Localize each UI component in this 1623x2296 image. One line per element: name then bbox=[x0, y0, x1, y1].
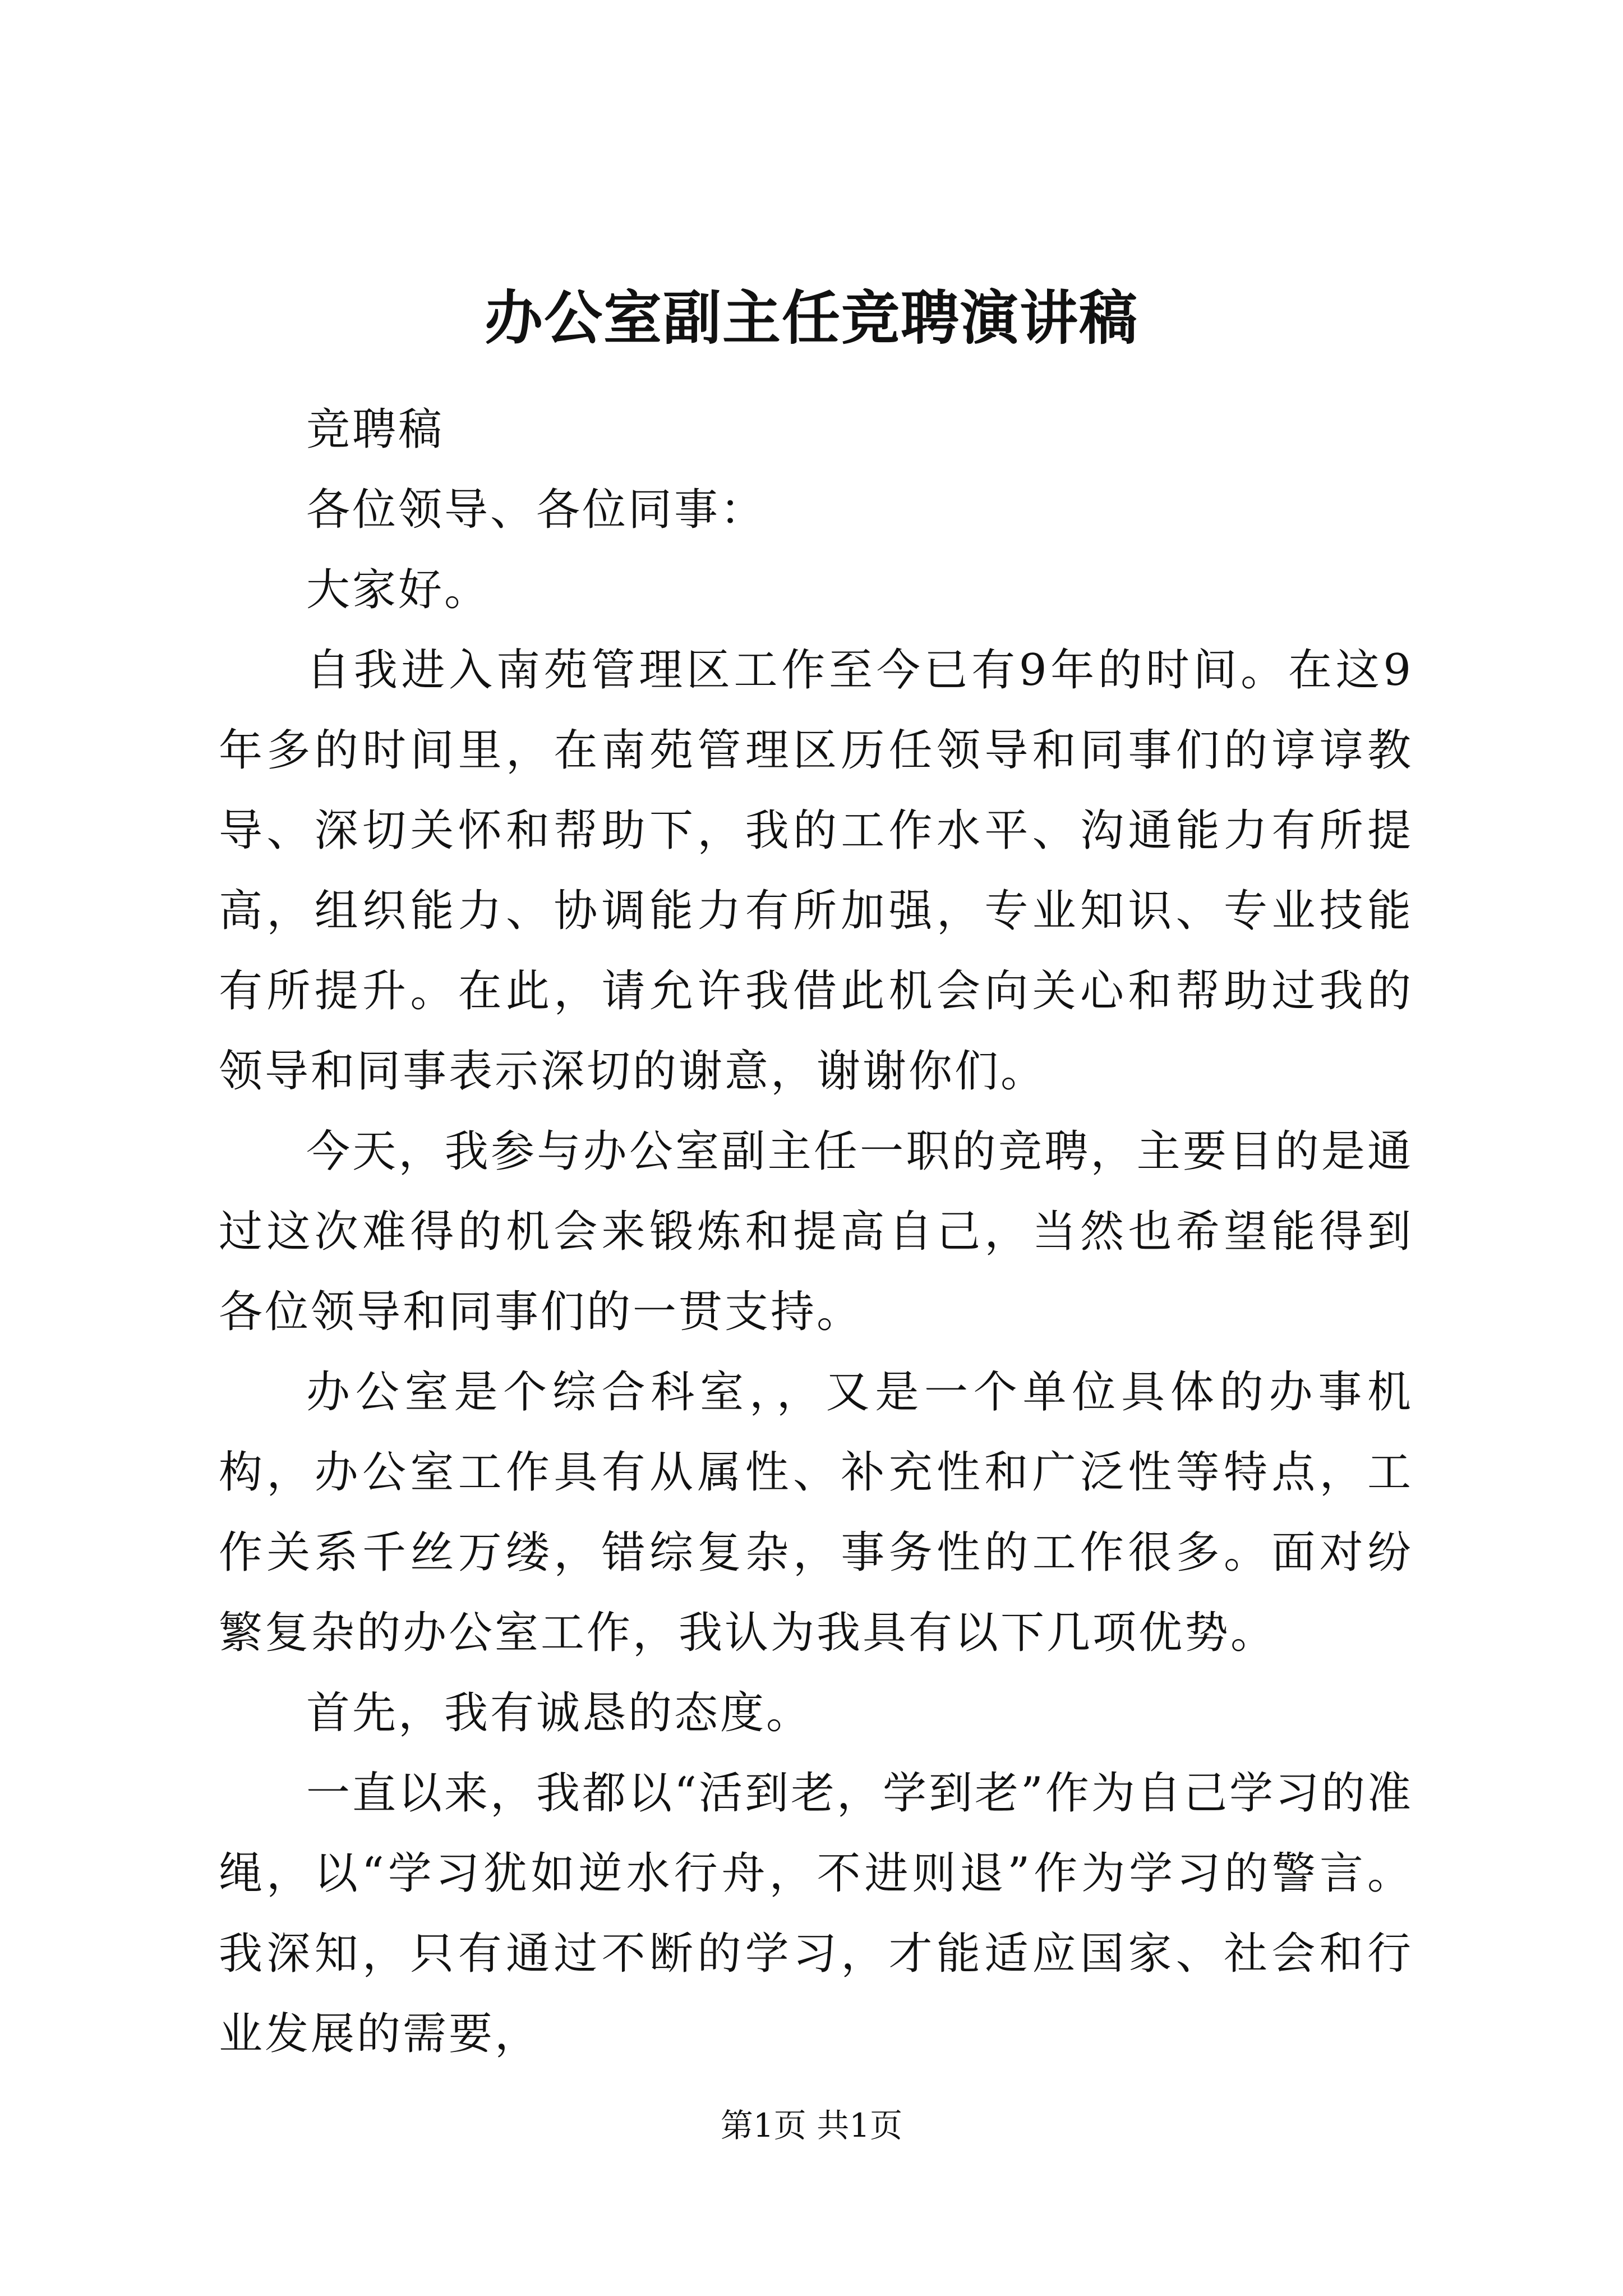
paragraph: 一直以来，我都以“活到老，学到老”作为自己学习的准绳，以“学习犹如逆水行舟，不进则退”作为学习的警言。我深知，只有通过不断的学习，才能适应国家、社会和行业发展的需要， bbox=[219, 1768, 1413, 2059]
paragraph: 首先，我有诚恳的态度。 bbox=[306, 1688, 813, 1738]
page-footer: 第1页 共1页 bbox=[720, 2106, 903, 2145]
paragraph-heading: 竞聘稿 bbox=[306, 404, 445, 455]
paragraph-salutation: 各位领导、各位同事： bbox=[306, 485, 767, 535]
paragraph: 今天，我参与办公室副主任一职的竞聘，主要目的是通过这次难得的机会来锻炼和提高自己，当然也希望能得到各位领导和同事们的一贯支持。 bbox=[219, 1126, 1413, 1337]
document-body bbox=[219, 390, 1413, 2074]
document-title: 办公室副主任竞聘演讲稿 bbox=[484, 283, 1138, 352]
paragraph: 自我进入南苑管理区工作至今已有9年的时间。在这9年多的时间里，在南苑管理区历任领导和同事们的谆谆教导、深切关怀和帮助下，我的工作水平、沟通能力有所提高，组织能力、协调能力有所加强，专业知识、专业技能有所提升。在此，请允许我借此机会向关心和帮助过我的领导和同事表示深切的谢意，谢谢你们。 bbox=[219, 645, 1413, 1097]
paragraph-greeting: 大家好。 bbox=[306, 565, 491, 615]
paragraph: 办公室是个综合科室，，又是一个单位具体的办事机构，办公室工作具有从属性、补充性和广泛性等特点，工作关系千丝万缕，错综复杂，事务性的工作很多。面对纷繁复杂的办公室工作，我认为我具有以下几项优势。 bbox=[219, 1367, 1413, 1658]
